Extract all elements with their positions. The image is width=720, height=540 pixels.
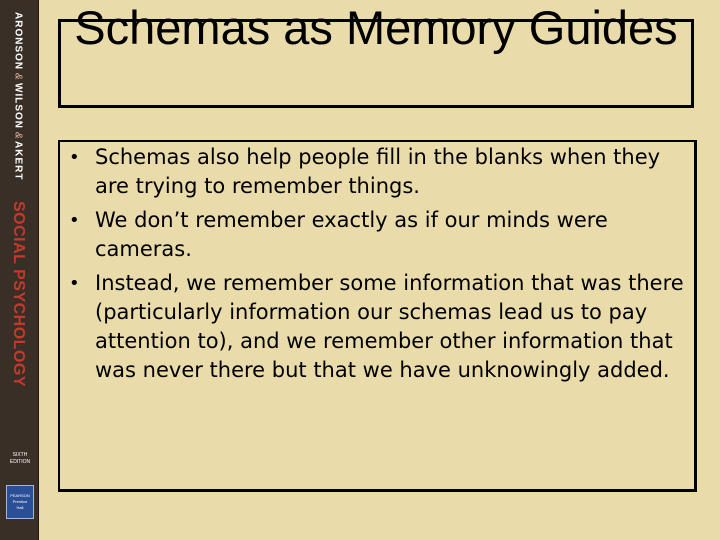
spine-book-title: SOCIAL PSYCHOLOGY <box>10 200 27 387</box>
publisher-line-3: Hall <box>16 505 24 510</box>
edition-label <box>6 452 34 466</box>
publisher-line-1: PEARSON <box>10 493 30 498</box>
bullet-item <box>60 143 696 201</box>
bullet-text: Instead, we remember some information that was there (particularly information our schemas lead us to pay attention to), and we remember other information that was never there but that we have unknowingly added. <box>95 271 684 382</box>
edition-line-1: SIXTH <box>12 452 28 458</box>
spine-author-akert: AKERT <box>12 141 24 181</box>
book-spine-sidebar <box>0 0 39 540</box>
bullet-dot-icon: • <box>69 210 80 231</box>
spine-ampersand-2: & <box>12 131 24 139</box>
bullet-text: We don’t remember exactly as if our minds were cameras. <box>95 208 608 261</box>
publisher-line-2: Prentice <box>12 499 28 504</box>
bullet-item <box>60 206 696 264</box>
slide-title: Schemas as Memory Guides <box>74 1 678 54</box>
bullet-dot-icon: • <box>69 147 80 168</box>
bullet-list <box>60 143 696 390</box>
spine-author-wilson: WILSON <box>12 82 24 129</box>
bullet-dot-icon: • <box>69 273 80 294</box>
spine-author-aronson: ARONSON <box>12 12 24 71</box>
spine-ampersand: & <box>12 73 24 80</box>
publisher-logo <box>6 485 34 519</box>
edition-line-2: EDITION <box>9 459 31 465</box>
bullet-item <box>60 269 696 385</box>
bullet-text: Schemas also help people fill in the blanks when they are trying to remember things. <box>95 145 661 198</box>
spine-text <box>6 12 30 452</box>
